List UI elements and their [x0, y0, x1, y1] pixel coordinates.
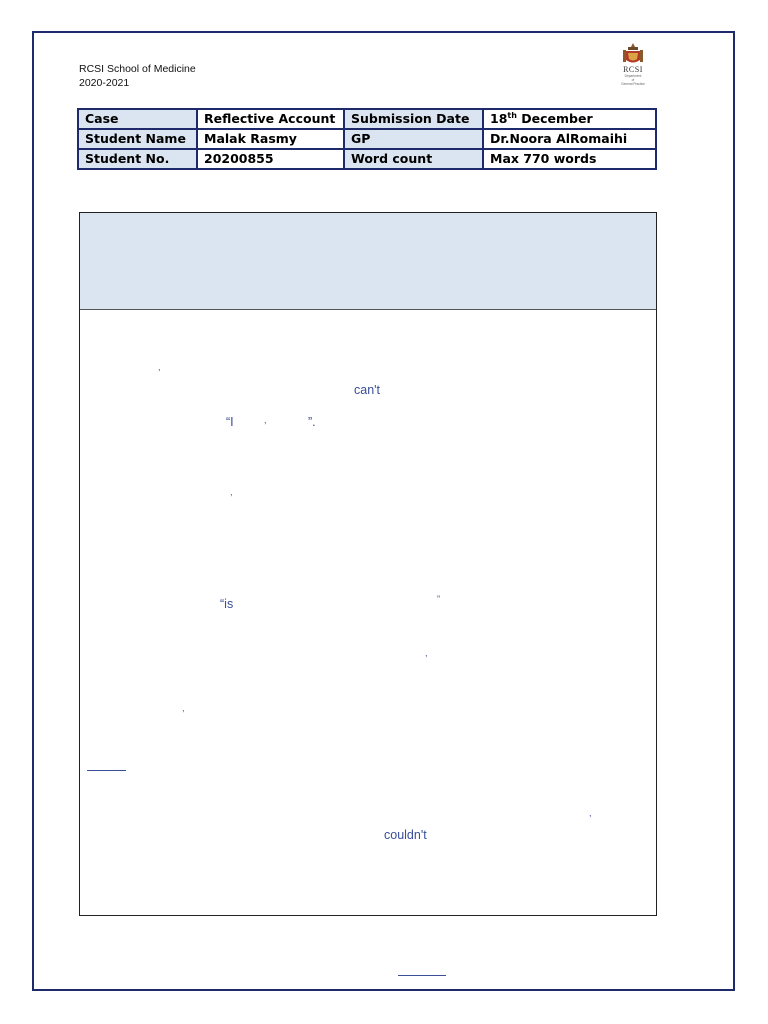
text-fragment: couldn't: [384, 828, 427, 842]
table-row: [78, 149, 656, 169]
table-row: [78, 129, 656, 149]
text-fragment: ,: [230, 487, 233, 497]
word-count-label: Word count: [344, 149, 483, 169]
student-no-value: 20200855: [197, 149, 344, 169]
text-fragment: ,: [589, 808, 592, 818]
submission-date-label: Submission Date: [344, 109, 483, 129]
text-fragment: ,: [158, 362, 161, 372]
text-fragment: ,: [182, 703, 185, 713]
logo-text: RCSI: [623, 65, 643, 74]
logo-dept-line3: General Practice: [621, 82, 645, 86]
case-info-table: [77, 108, 657, 170]
rcsi-logo: [612, 42, 654, 92]
case-label: Case: [78, 109, 197, 129]
date-day: 18: [490, 111, 508, 126]
submission-date-value: [483, 109, 656, 129]
underline-link[interactable]: [87, 770, 126, 771]
gp-value: Dr.Noora AlRomaihi: [483, 129, 656, 149]
student-name-value: Malak Rasmy: [197, 129, 344, 149]
school-name: RCSI School of Medicine: [79, 63, 196, 75]
academic-year: 2020-2021: [79, 77, 130, 89]
text-fragment: ”.: [308, 415, 316, 429]
date-suffix: th: [507, 110, 517, 120]
text-fragment: ”: [437, 594, 440, 604]
crest-icon: [622, 42, 644, 66]
student-no-label: Student No.: [78, 149, 197, 169]
footer-link-underline[interactable]: [398, 975, 446, 976]
logo-dept-line2: of: [631, 78, 635, 82]
text-fragment: ,: [264, 415, 267, 425]
table-row: [78, 109, 656, 129]
case-value: Reflective Account: [197, 109, 344, 129]
text-fragment: “is: [220, 597, 234, 611]
school-header: [79, 62, 196, 90]
text-fragment: ,: [425, 648, 428, 658]
text-fragment: “I: [226, 415, 234, 429]
student-name-label: Student Name: [78, 129, 197, 149]
reflection-header-band: [80, 213, 656, 310]
word-count-value: Max 770 words: [483, 149, 656, 169]
reflection-box: [79, 212, 657, 916]
date-month: December: [516, 111, 593, 126]
logo-dept-line1: Department: [624, 74, 642, 78]
text-fragment: can't: [354, 383, 381, 397]
gp-label: GP: [344, 129, 483, 149]
